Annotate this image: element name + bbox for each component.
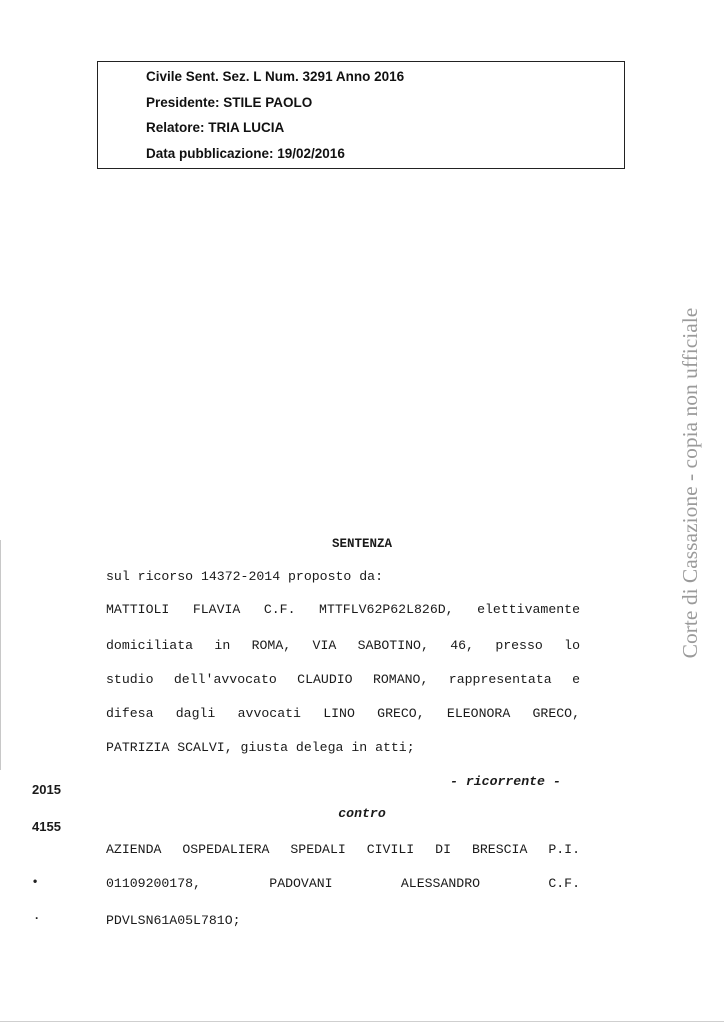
case-header-box <box>97 61 625 169</box>
body-line: domiciliata in ROMA, VIA SABOTINO, 46, presso lo <box>106 638 580 653</box>
respondent-line: AZIENDA OSPEDALIERA SPEDALI CIVILI DI BRESCIA P.I. <box>106 842 580 857</box>
margin-year: 2015 <box>32 782 61 797</box>
body-line: PATRIZIA SCALVI, giusta delega in atti; <box>106 740 415 755</box>
document-title: SENTENZA <box>331 537 392 551</box>
respondent-line: 01109200178, PADOVANI ALESSANDRO C.F. <box>106 876 580 891</box>
header-section-line: Civile Sent. Sez. L Num. 3291 Anno 2016 <box>146 69 405 84</box>
header-rapporteur-line: Relatore: TRIA LUCIA <box>146 120 285 135</box>
respondent-line: PDVLSN61A05L781O; <box>106 913 241 928</box>
left-margin-rule <box>0 540 1 770</box>
court-watermark: Corte di Cassazione - copia non ufficiale <box>678 307 702 659</box>
header-president-line: Presidente: STILE PAOLO <box>146 95 313 110</box>
body-line: difesa dagli avvocati LINO GRECO, ELEONORA GRECO, <box>106 706 580 721</box>
body-line: sul ricorso 14372-2014 proposto da: <box>106 569 383 584</box>
page-bottom-rule <box>0 1021 724 1022</box>
contro-heading: contro <box>338 806 386 821</box>
role-ricorrente: - ricorrente - <box>450 774 561 789</box>
margin-number: 4155 <box>32 819 61 834</box>
body-line: MATTIOLI FLAVIA C.F. MTTFLV62P62L826D, elettivamente <box>106 602 580 617</box>
ink-speck: · <box>35 911 39 925</box>
body-line: studio dell'avvocato CLAUDIO ROMANO, rappresentata e <box>106 672 580 687</box>
ink-speck: • <box>33 874 38 888</box>
header-publication-date-line: Data pubblicazione: 19/02/2016 <box>146 146 345 161</box>
